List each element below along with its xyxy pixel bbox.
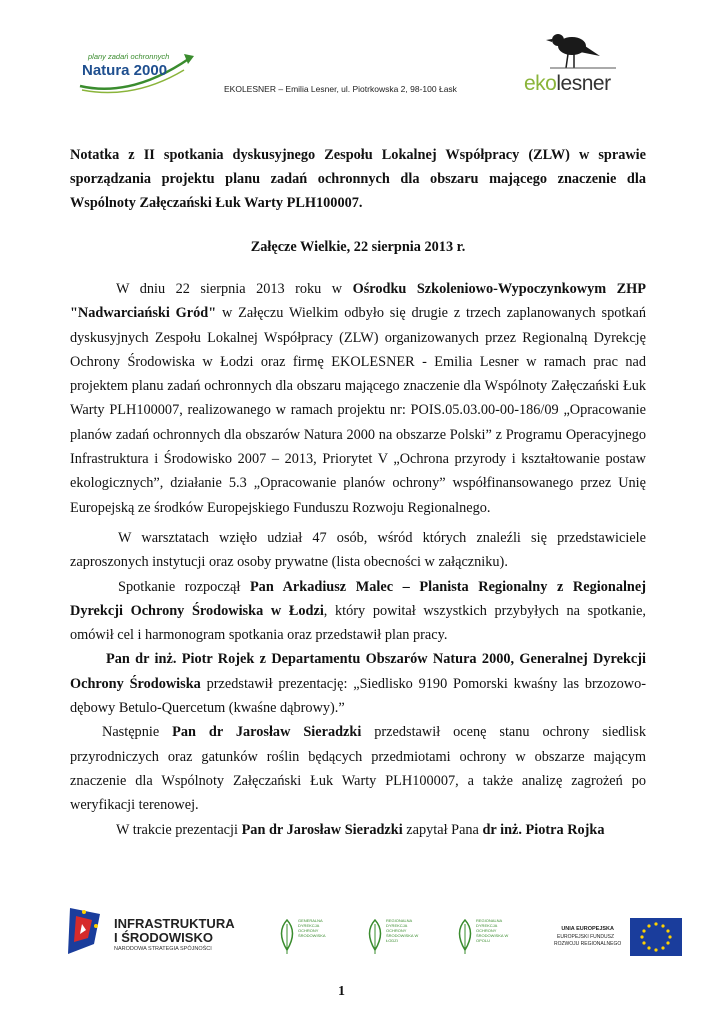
text-span: , który powitał wszystkich przybyłych na spotkanie, omówił cel i harmonogram spotkania oraz przedstawił plan pracy. (70, 602, 647, 644)
fe-subtitle: NARODOWA STRATEGIA SPÓJNOŚCI (114, 946, 212, 952)
infrastruktura-logo (66, 904, 236, 958)
leaf-icon (454, 916, 476, 956)
ekolesner-logo (520, 28, 640, 98)
bold-span: Pan Arkadiusz Malec – Planista Regionalny z Regionalnej Dyrekcji Ochrony Środowiska w Łodzi (70, 578, 646, 619)
text-span: Następnie (102, 724, 173, 741)
fe-title-line2: I ŚRODOWISKO (114, 930, 213, 945)
text-span: w Załęczu Wielkim odbyło się drugie z trzech zaplanowanych spotkań dyskusyjnych Zespołu Lokalnej Współpracy (ZLW) organizowanych przez Regionalną Dyrekcję Ochrony Środowiska w Łodzi oraz firmę EKOLESNER - Emilia Lesner w ramach prac nad projektem planu zadań ochronnych dla obszaru mającego znaczenie dla Wspólnoty Załęczański Łuk Warty PLH100007, realizowanego w ramach projektu nr: POIS.05.03.00-00-186/09 „Opracowanie planów zadań ochronnych dla obszarów Natura 2000 na obszarze Polski” z Programu Operacyjnego Infrastruktura i Środowisko 2007 – 2013, Priorytet V „Ochrona przyrody i kształtowanie postaw ekologicznych”, działanie 5.3 „Opracowanie planów ochrony” współfinansowanego przez Unię Europejską ze środków Europejskiego Funduszu Rozwoju Regionalnego. (70, 305, 647, 516)
rdos-opole-label: REGIONALNA DYREKCJA OCHRONY ŚRODOWISKA W OPOLU (476, 918, 509, 943)
gdos-logo (276, 916, 336, 956)
gdos-label: GENERALNA DYREKCJA OCHRONY ŚRODOWISKA (298, 918, 326, 938)
leaf-icon (364, 916, 386, 956)
fe-title-line1: INFRASTRUKTURA (114, 916, 235, 931)
brand-eko: eko (524, 72, 557, 95)
paragraph-presentation (70, 647, 646, 720)
leaf-icon (276, 916, 298, 956)
bold-span: Pan dr Jarosław Sieradzki (241, 821, 403, 838)
bold-span: Ośrodku Szkoleniowo-Wypoczynkowym ZHP "Nadwarciański Gród" (70, 281, 646, 322)
header-address: EKOLESNER – Emilia Lesner, ul. Piotrkowska 2, 98-100 Łask (224, 84, 457, 94)
rdos-lodz-label: REGIONALNA DYREKCJA OCHRONY ŚRODOWISKA W ŁODZI (386, 918, 419, 943)
eu-line1: UNIA EUROPEJSKA (561, 926, 614, 932)
paragraph-attendance: W warsztatach wzięło udział 47 osób, wśród których znaleźli się przedstawiciele zaproszonych instytucji oraz osoby prywatne (lista obecności w załączniku). (70, 529, 646, 571)
rdos-lodz-logo (364, 916, 424, 956)
rdos-opole-logo (454, 916, 514, 956)
text-span: zapytał Pana (402, 821, 483, 838)
natura-2000-logo (72, 40, 202, 96)
bold-span: Pan dr Jarosław Sieradzki (172, 724, 362, 741)
place-date: Załęcze Wielkie, 22 sierpnia 2013 r. (250, 239, 466, 255)
text-span: przedstawił ocenę stanu ochrony siedlisk przyrodniczych oraz gatunków roślin będących przedmiotami ochrony w obszarze mającym znaczenie dla Wspólnoty Załęczański Łuk Warty PLH100007, a także analizę zagrożeń po weryfikacji terenowej. (70, 724, 646, 814)
natura-logo-tagline: plany zadań ochronnych (88, 52, 170, 61)
bird-icon (520, 28, 640, 76)
text-span: Spotkanie rozpoczął (118, 578, 250, 595)
footer-logos (66, 904, 686, 964)
paragraph-question (70, 818, 646, 842)
page-number: 1 (338, 984, 345, 999)
document-body (70, 143, 646, 842)
brand-lesner: lesner (556, 72, 611, 95)
text-span: przedstawił prezentację: „Siedlisko 9190 Pomorski kwaśny las brzozowo-dębowy Betulo-Quercetum (kwaśne dąbrowy).” (70, 675, 646, 717)
document-title: Notatka z II spotkania dyskusyjnego Zespołu Lokalnej Współpracy (ZLW) w sprawie sporządzania projektu planu zadań ochronnych dla obszaru mającego znaczenie dla Wspólnoty Załęczański Łuk Warty PLH100007. (70, 147, 646, 211)
eu-flag-icon (546, 918, 686, 958)
eu-funds-flag-icon (66, 904, 112, 958)
eu-line2: EUROPEJSKI FUNDUSZ (557, 934, 614, 940)
paragraph-intro (70, 277, 646, 520)
paragraph-assessment (70, 720, 646, 817)
bold-span: dr inż. Piotra Rojka (482, 821, 605, 838)
text-span: W dniu 22 sierpnia 2013 roku w (116, 281, 353, 297)
natura-logo-title: Natura 2000 (82, 62, 168, 79)
text-span: W trakcie prezentacji (116, 821, 242, 838)
eu-line3: ROZWOJU REGIONALNEGO (554, 941, 622, 947)
eu-logo (546, 918, 686, 958)
paragraph-opening (70, 575, 646, 648)
bold-span: Pan dr inż. Piotr Rojek z Departamentu Obszarów Natura 2000, Generalnej Dyrekcji Ochrony Środowiska (70, 651, 646, 692)
